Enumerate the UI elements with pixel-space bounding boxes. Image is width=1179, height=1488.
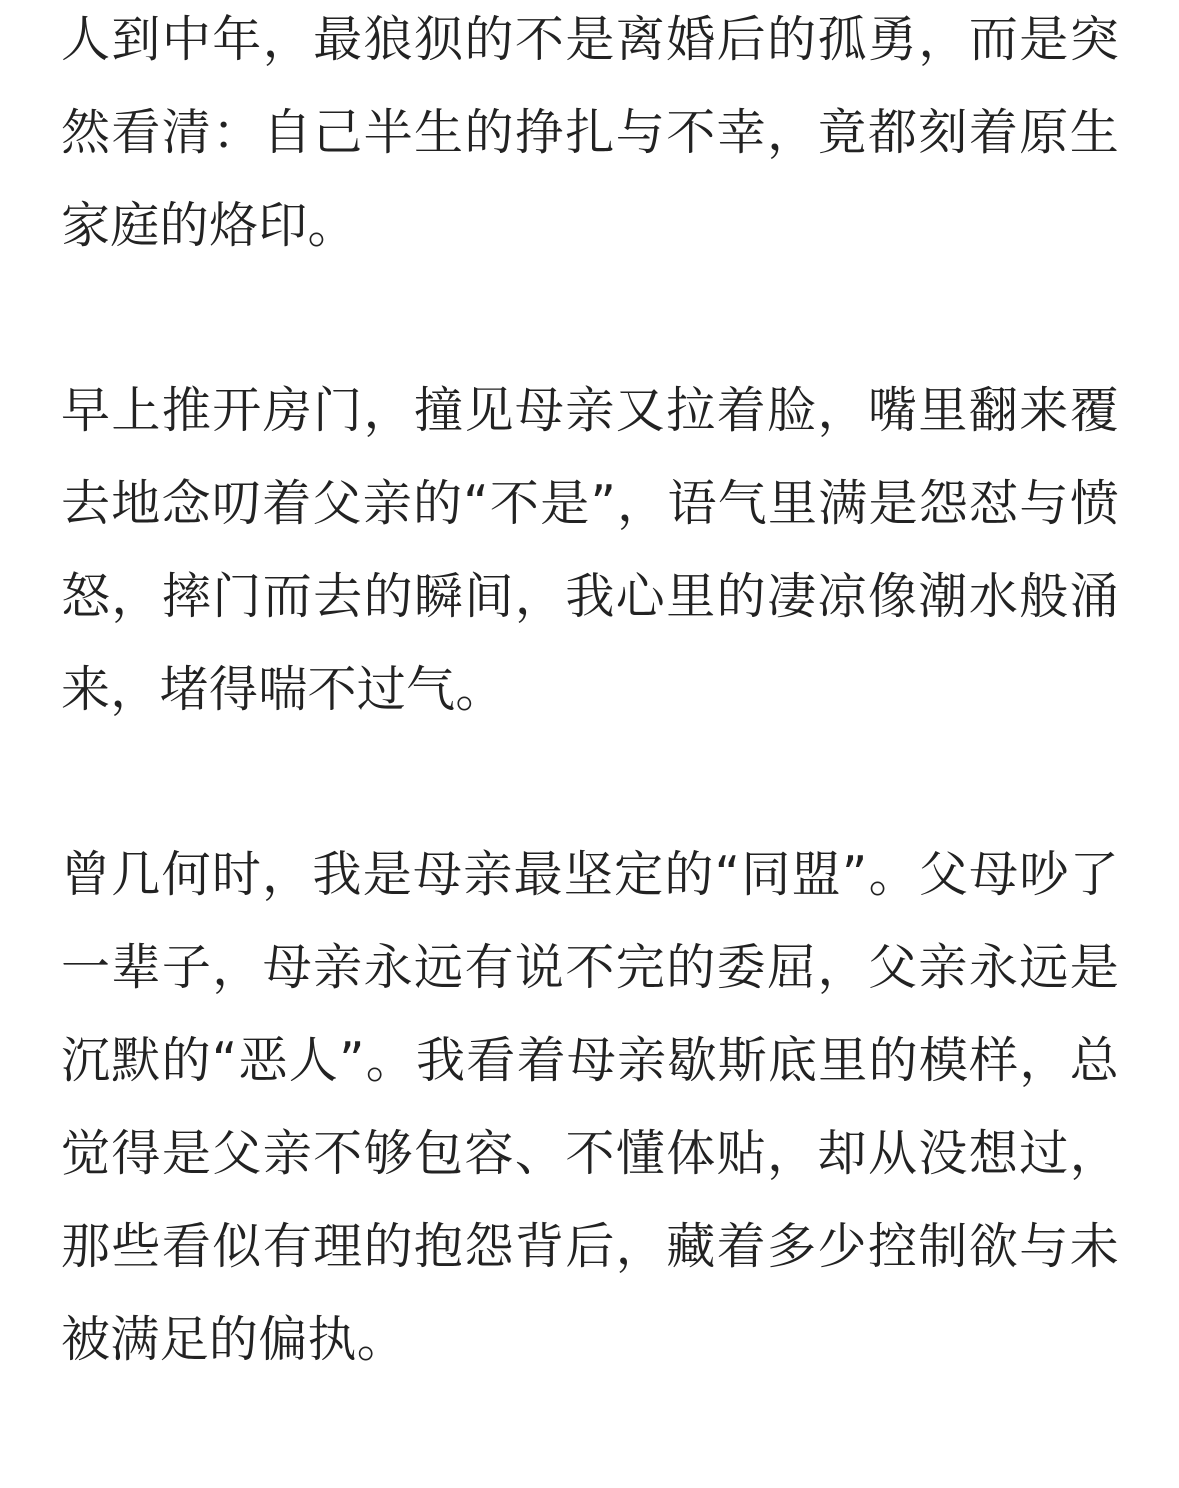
paragraph-3: 曾几何时，我是母亲最坚定的“同盟”。父母吵了一辈子，母亲永远有说不完的委屈，父亲永远是沉默的“恶人”。我看着母亲歇斯底里的模样，总觉得是父亲不够包容、不懂体贴，却从没想过，那些看似有理的抱怨背后，藏着多少控制欲与未被满足的偏执。 <box>61 846 1119 1368</box>
paragraph-1: 人到中年，最狼狈的不是离婚后的孤勇，而是突然看清：自己半生的挣扎与不幸，竟都刻着原生家庭的烙印。 <box>61 11 1119 254</box>
paragraph-2: 早上推开房门，撞见母亲又拉着脸，嘴里翻来覆去地念叨着父亲的“不是”，语气里满是怨怼与愤怒，摔门而去的瞬间，我心里的凄凉像潮水般涌来，堵得喘不过气。 <box>61 382 1119 718</box>
article-body <box>61 0 1119 1386</box>
